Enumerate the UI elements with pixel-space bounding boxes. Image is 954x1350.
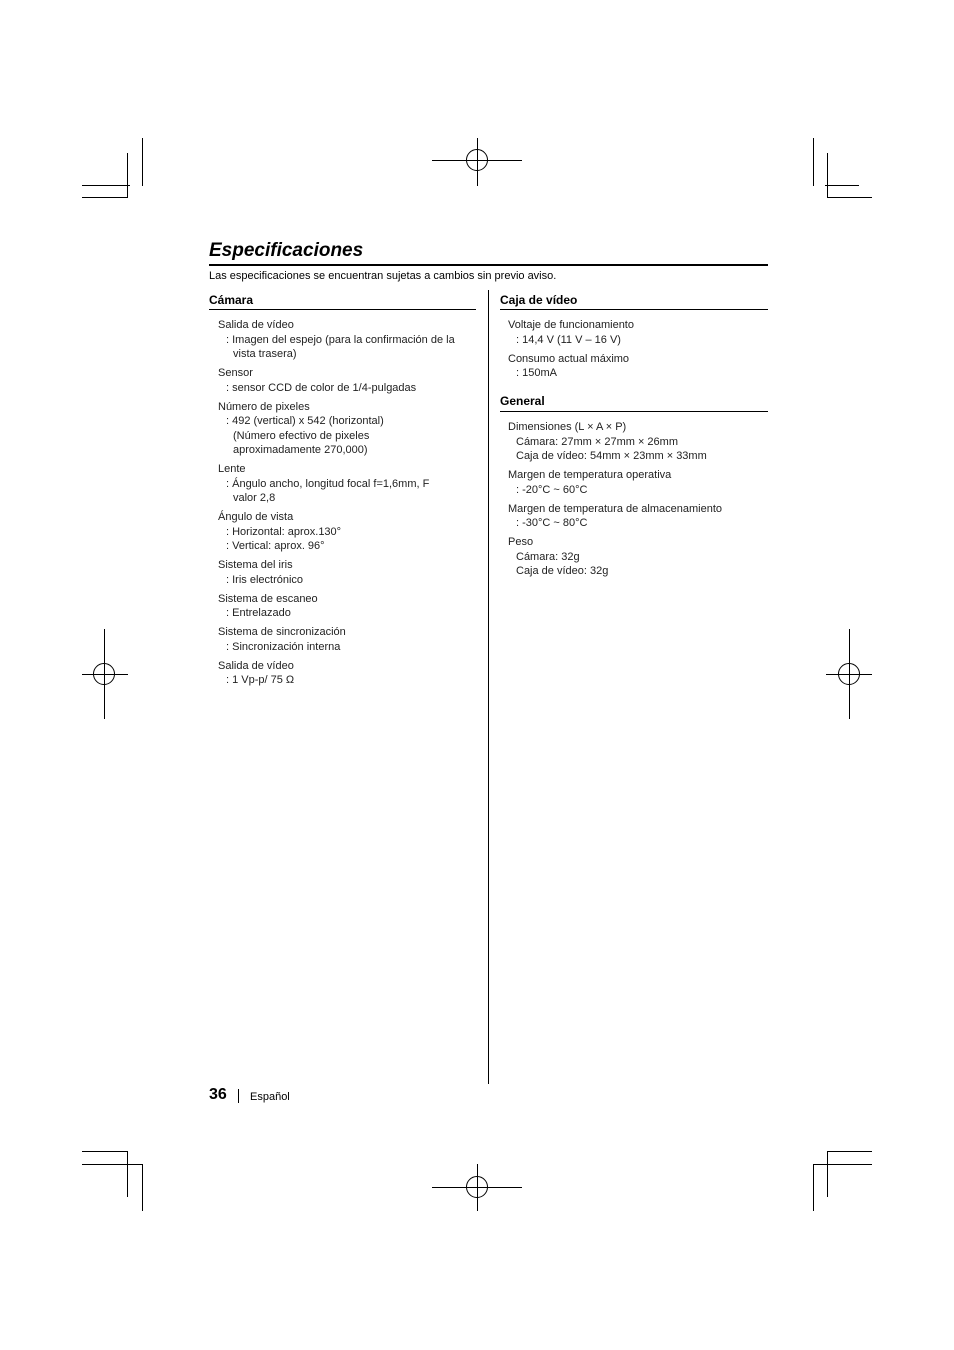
spec-item — [218, 318, 480, 362]
column-divider — [488, 290, 489, 1084]
spec-item — [508, 318, 770, 347]
spec-value: : sensor CCD de color de 1/4-pulgadas — [226, 381, 417, 394]
spec-label: Salida de vídeo — [218, 659, 294, 672]
spec-value: Caja de vídeo: 54mm × 23mm × 33mm — [516, 450, 707, 462]
page-number-separator — [238, 1089, 239, 1103]
spec-value: (Número efectivo de pixeles — [233, 429, 370, 442]
spec-label: Salida de vídeo — [218, 319, 294, 331]
section-title-general: General — [500, 394, 545, 408]
spec-item — [508, 352, 770, 381]
page-language: Español — [250, 1091, 290, 1103]
spec-label: Consumo actual máximo — [508, 352, 630, 365]
spec-item — [508, 502, 770, 531]
spec-item — [508, 420, 770, 464]
spec-value: : Imagen del espejo (para la confirmación de la — [226, 333, 455, 346]
spec-label: Sensor — [218, 367, 253, 379]
spec-item — [508, 468, 770, 497]
spec-item — [218, 366, 480, 395]
spec-item — [218, 558, 480, 587]
spec-label: Sistema de sincronización — [218, 626, 346, 638]
section-title-caja: Caja de vídeo — [500, 293, 578, 307]
spec-value: : Ángulo ancho, longitud focal f=1,6mm, F — [226, 477, 430, 490]
spec-item — [218, 400, 480, 458]
spec-label: Sistema de escaneo — [218, 592, 318, 605]
page-subtitle: Las especificaciones se encuentran sujetas a cambios sin previo aviso. — [209, 270, 557, 282]
spec-label: Ángulo de vista — [218, 511, 294, 523]
spec-list-camara — [218, 318, 480, 692]
spec-value: : -30°C ~ 80°C — [516, 517, 588, 529]
spec-value: : 1 Vp-p/ 75 Ω — [226, 674, 295, 686]
spec-label: Número de pixeles — [218, 400, 310, 413]
spec-value: Cámara: 32g — [516, 550, 580, 563]
spec-value: : -20°C ~ 60°C — [516, 483, 588, 496]
spec-value: valor 2,8 — [233, 492, 276, 504]
spec-item — [218, 510, 480, 554]
spec-label: Dimensiones (L × A × P) — [508, 421, 627, 433]
spec-value: : Vertical: aprox. 96° — [226, 540, 325, 552]
spec-label: Sistema del iris — [218, 559, 293, 571]
spec-list-general — [508, 420, 770, 583]
spec-label: Peso — [508, 536, 534, 548]
spec-value: : 150mA — [516, 367, 557, 379]
page-title: Especificaciones — [209, 240, 364, 261]
spec-value: vista trasera) — [233, 348, 297, 360]
section-rule-caja — [500, 309, 768, 310]
spec-item — [218, 592, 480, 621]
spec-item — [218, 659, 480, 688]
spec-value: : Entrelazado — [226, 607, 291, 619]
spec-value: : 492 (vertical) x 542 (horizontal) — [226, 415, 384, 427]
spec-value: Caja de vídeo: 32g — [516, 565, 609, 577]
section-rule-camara — [209, 309, 476, 310]
spec-label: Margen de temperatura operativa — [508, 469, 672, 481]
page-number: 36 — [209, 1086, 227, 1103]
spec-label: Voltaje de funcionamiento — [508, 319, 634, 331]
spec-value: Cámara: 27mm × 27mm × 26mm — [516, 435, 678, 448]
spec-value: : Iris electrónico — [226, 573, 304, 586]
section-rule-general — [500, 411, 768, 412]
spec-label: Lente — [218, 463, 246, 475]
spec-value: : 14,4 V (11 V – 16 V) — [516, 333, 621, 346]
spec-item — [218, 625, 480, 654]
spec-list-caja — [508, 318, 770, 385]
spec-value: : Horizontal: aprox.130° — [226, 525, 342, 538]
spec-label: Margen de temperatura de almacenamiento — [508, 502, 723, 515]
spec-item — [508, 535, 770, 579]
section-title-camara: Cámara — [209, 293, 254, 307]
spec-item — [218, 462, 480, 506]
spec-value: : Sincronización interna — [226, 640, 341, 653]
spec-value: aproximadamente 270,000) — [233, 444, 368, 456]
title-underline — [209, 264, 768, 266]
